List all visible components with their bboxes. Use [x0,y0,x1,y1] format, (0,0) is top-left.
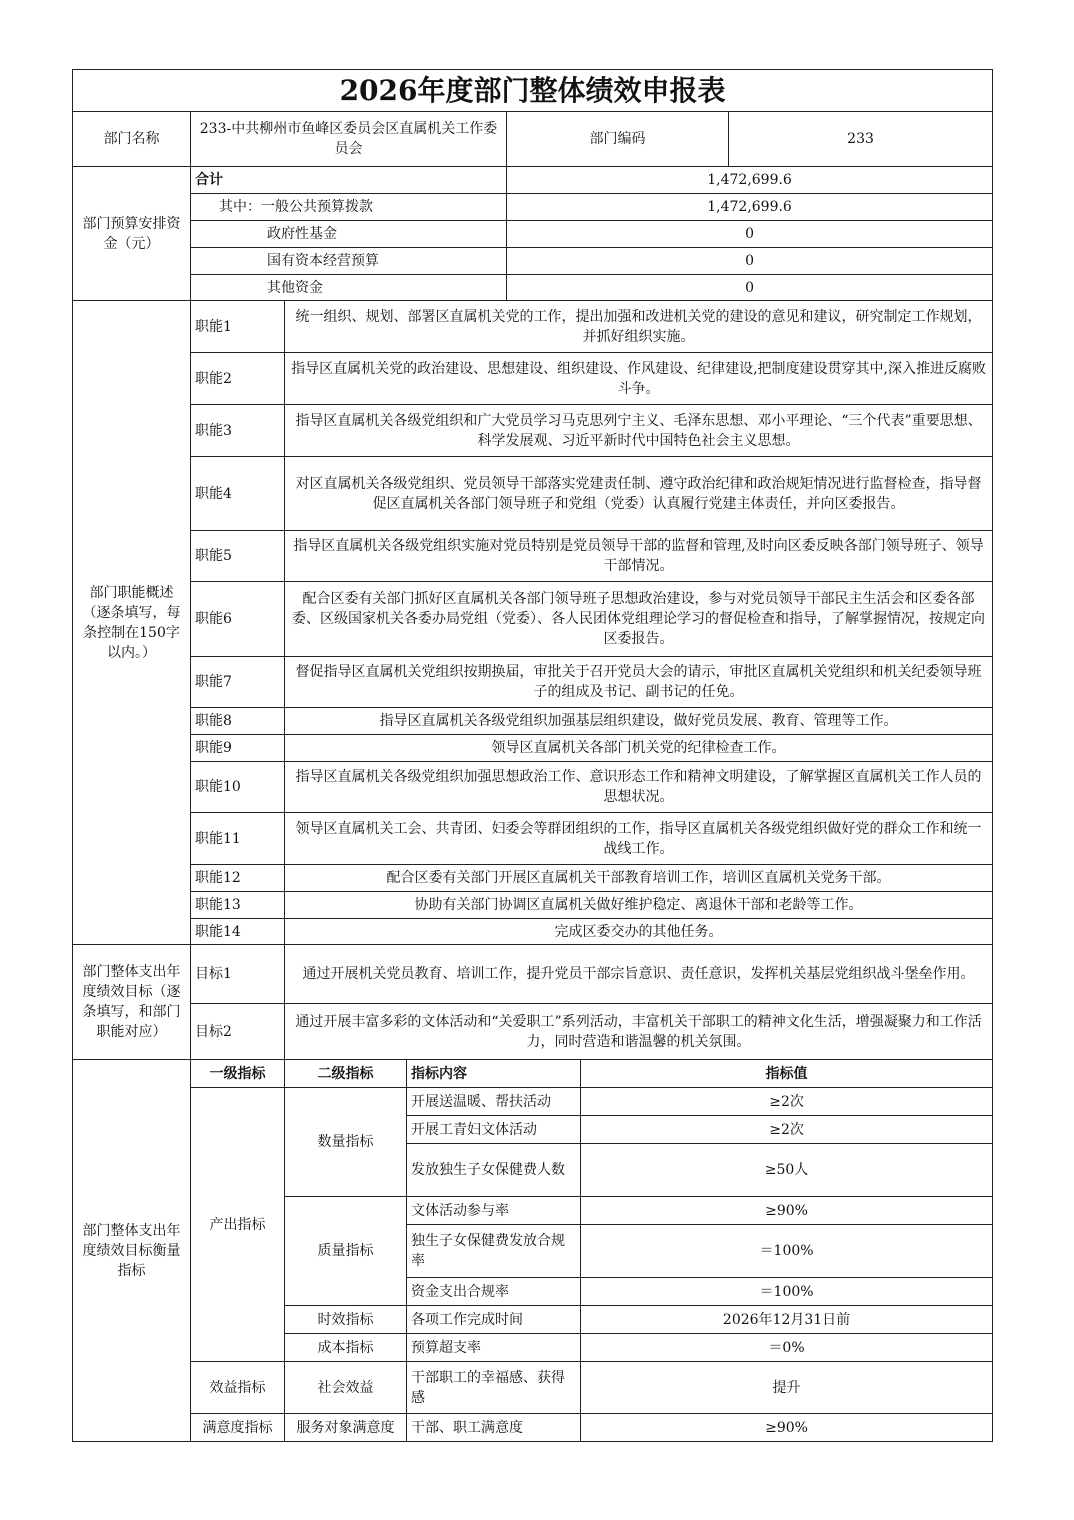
function-label: 职能8 [191,708,285,735]
budget-row-value: 0 [507,275,993,301]
indicator-value: ≥50人 [581,1144,993,1197]
performance-report-sheet [72,69,992,1442]
indicator-value: ＝100% [581,1225,993,1278]
indicator-value: 2026年12月31日前 [581,1306,993,1334]
dept-code-value: 233 [729,112,993,167]
budget-row-value: 1,472,699.6 [507,194,993,221]
indicator-content: 各项工作完成时间 [407,1306,581,1334]
level1-satisfaction: 满意度指标 [191,1414,285,1442]
function-label: 职能12 [191,865,285,892]
indicator-content: 资金支出合规率 [407,1278,581,1306]
level2-cost: 成本指标 [285,1334,407,1362]
function-text: 协助有关部门协调区直属机关做好维护稳定、离退休干部和老龄等工作。 [285,892,993,919]
budget-row-label: 其他资金 [191,275,507,301]
indicator-content: 独生子女保健费发放合规率 [407,1225,581,1278]
function-label: 职能11 [191,813,285,865]
budget-row-label: 其中：一般公共预算拨款 [191,194,507,221]
budget-row-label: 合计 [191,167,507,194]
indicator-value: 提升 [581,1362,993,1414]
function-text: 对区直属机关各级党组织、党员领导干部落实党建责任制、遵守政治纪律和政治规矩情况进行监督检查，指导督促区直属机关各部门领导班子和党组（党委）认真履行党建主体责任，并向区委报告。 [285,457,993,531]
header-value: 指标值 [581,1060,993,1088]
function-label: 职能3 [191,405,285,457]
level2-service-satisfaction: 服务对象满意度 [285,1414,407,1442]
goal-label: 目标2 [191,1004,285,1060]
function-label: 职能9 [191,735,285,762]
budget-row-label: 政府性基金 [191,221,507,248]
function-label: 职能7 [191,657,285,708]
function-text: 领导区直属机关工会、共青团、妇委会等群团组织的工作，指导区直属机关各级党组织做好党的群众工作和统一战线工作。 [285,813,993,865]
goal-text: 通过开展丰富多彩的文体活动和“关爱职工”系列活动，丰富机关干部职工的精神文化生活，增强凝聚力和工作活力，同时营造和谐温馨的机关氛围。 [285,1004,993,1060]
dept-name-label: 部门名称 [73,112,191,167]
function-text: 指导区直属机关各级党组织加强思想政治工作、意识形态工作和精神文明建设，了解掌握区直属机关工作人员的思想状况。 [285,762,993,813]
report-title: 2026年度部门整体绩效申报表 [73,70,993,112]
level1-benefit: 效益指标 [191,1362,285,1414]
function-text: 指导区直属机关各级党组织和广大党员学习马克思列宁主义、毛泽东思想、邓小平理论、“三个代表”重要思想、科学发展观、习近平新时代中国特色社会主义思想。 [285,405,993,457]
indicator-value: ＝100% [581,1278,993,1306]
function-label: 职能10 [191,762,285,813]
function-text: 完成区委交办的其他任务。 [285,919,993,945]
function-label: 职能2 [191,353,285,405]
budget-section-label: 部门预算安排资金（元） [73,167,191,301]
budget-row-value: 1,472,699.6 [507,167,993,194]
function-label: 职能1 [191,301,285,353]
function-text: 统一组织、规划、部署区直属机关党的工作，提出加强和改进机关党的建设的意见和建议，研究制定工作规划，并抓好组织实施。 [285,301,993,353]
indicator-value: ≥2次 [581,1116,993,1144]
function-label: 职能4 [191,457,285,531]
function-text: 配合区委有关部门抓好区直属机关各部门领导班子思想政治建设，参与对党员领导干部民主生活会和区委各部委、区级国家机关各委办局党组（党委）、各人民团体党组理论学习的督促检查和指导，了解掌握情况，按规定向区委报告。 [285,582,993,657]
goals-section-label: 部门整体支出年度绩效目标（逐条填写，和部门职能对应） [73,945,191,1060]
function-text: 配合区委有关部门开展区直属机关干部教育培训工作，培训区直属机关党务干部。 [285,865,993,892]
level1-output: 产出指标 [191,1088,285,1362]
dept-code-label: 部门编码 [507,112,729,167]
function-text: 领导区直属机关各部门机关党的纪律检查工作。 [285,735,993,762]
level2-quality: 质量指标 [285,1197,407,1306]
indicator-content: 文体活动参与率 [407,1197,581,1225]
indicator-value: ≥2次 [581,1088,993,1116]
indicators-section-label: 部门整体支出年度绩效目标衡量指标 [73,1060,191,1442]
budget-row-value: 0 [507,221,993,248]
functions-section-label: 部门职能概述（逐条填写，每条控制在150字以内。） [73,301,191,945]
function-label: 职能13 [191,892,285,919]
header-content: 指标内容 [407,1060,581,1088]
function-label: 职能5 [191,531,285,582]
function-label: 职能6 [191,582,285,657]
dept-name-value: 233-中共柳州市鱼峰区委员会区直属机关工作委员会 [191,112,507,167]
indicator-content: 发放独生子女保健费人数 [407,1144,581,1197]
level2-quantity: 数量指标 [285,1088,407,1197]
indicator-value: ≥90% [581,1414,993,1442]
indicator-content: 开展送温暖、帮扶活动 [407,1088,581,1116]
function-text: 指导区直属机关各级党组织加强基层组织建设，做好党员发展、教育、管理等工作。 [285,708,993,735]
goal-text: 通过开展机关党员教育、培训工作，提升党员干部宗旨意识、责任意识，发挥机关基层党组织战斗堡垒作用。 [285,945,993,1004]
indicator-content: 开展工青妇文体活动 [407,1116,581,1144]
function-text: 指导区直属机关各级党组织实施对党员特别是党员领导干部的监督和管理,及时向区委反映各部门领导班子、领导干部情况。 [285,531,993,582]
indicator-content: 干部、职工满意度 [407,1414,581,1442]
indicator-value: ≥90% [581,1197,993,1225]
level2-timeliness: 时效指标 [285,1306,407,1334]
header-level1: 一级指标 [191,1060,285,1088]
budget-row-value: 0 [507,248,993,275]
function-text: 督促指导区直属机关党组织按期换届，审批关于召开党员大会的请示，审批区直属机关党组织和机关纪委领导班子的组成及书记、副书记的任免。 [285,657,993,708]
function-label: 职能14 [191,919,285,945]
goal-label: 目标1 [191,945,285,1004]
indicator-content: 预算超支率 [407,1334,581,1362]
header-level2: 二级指标 [285,1060,407,1088]
indicator-content: 干部职工的幸福感、获得感 [407,1362,581,1414]
budget-row-label: 国有资本经营预算 [191,248,507,275]
level2-social-benefit: 社会效益 [285,1362,407,1414]
function-text: 指导区直属机关党的政治建设、思想建设、组织建设、作风建设、纪律建设,把制度建设贯穿其中,深入推进反腐败斗争。 [285,353,993,405]
indicator-value: ＝0% [581,1334,993,1362]
report-table [72,69,993,1442]
